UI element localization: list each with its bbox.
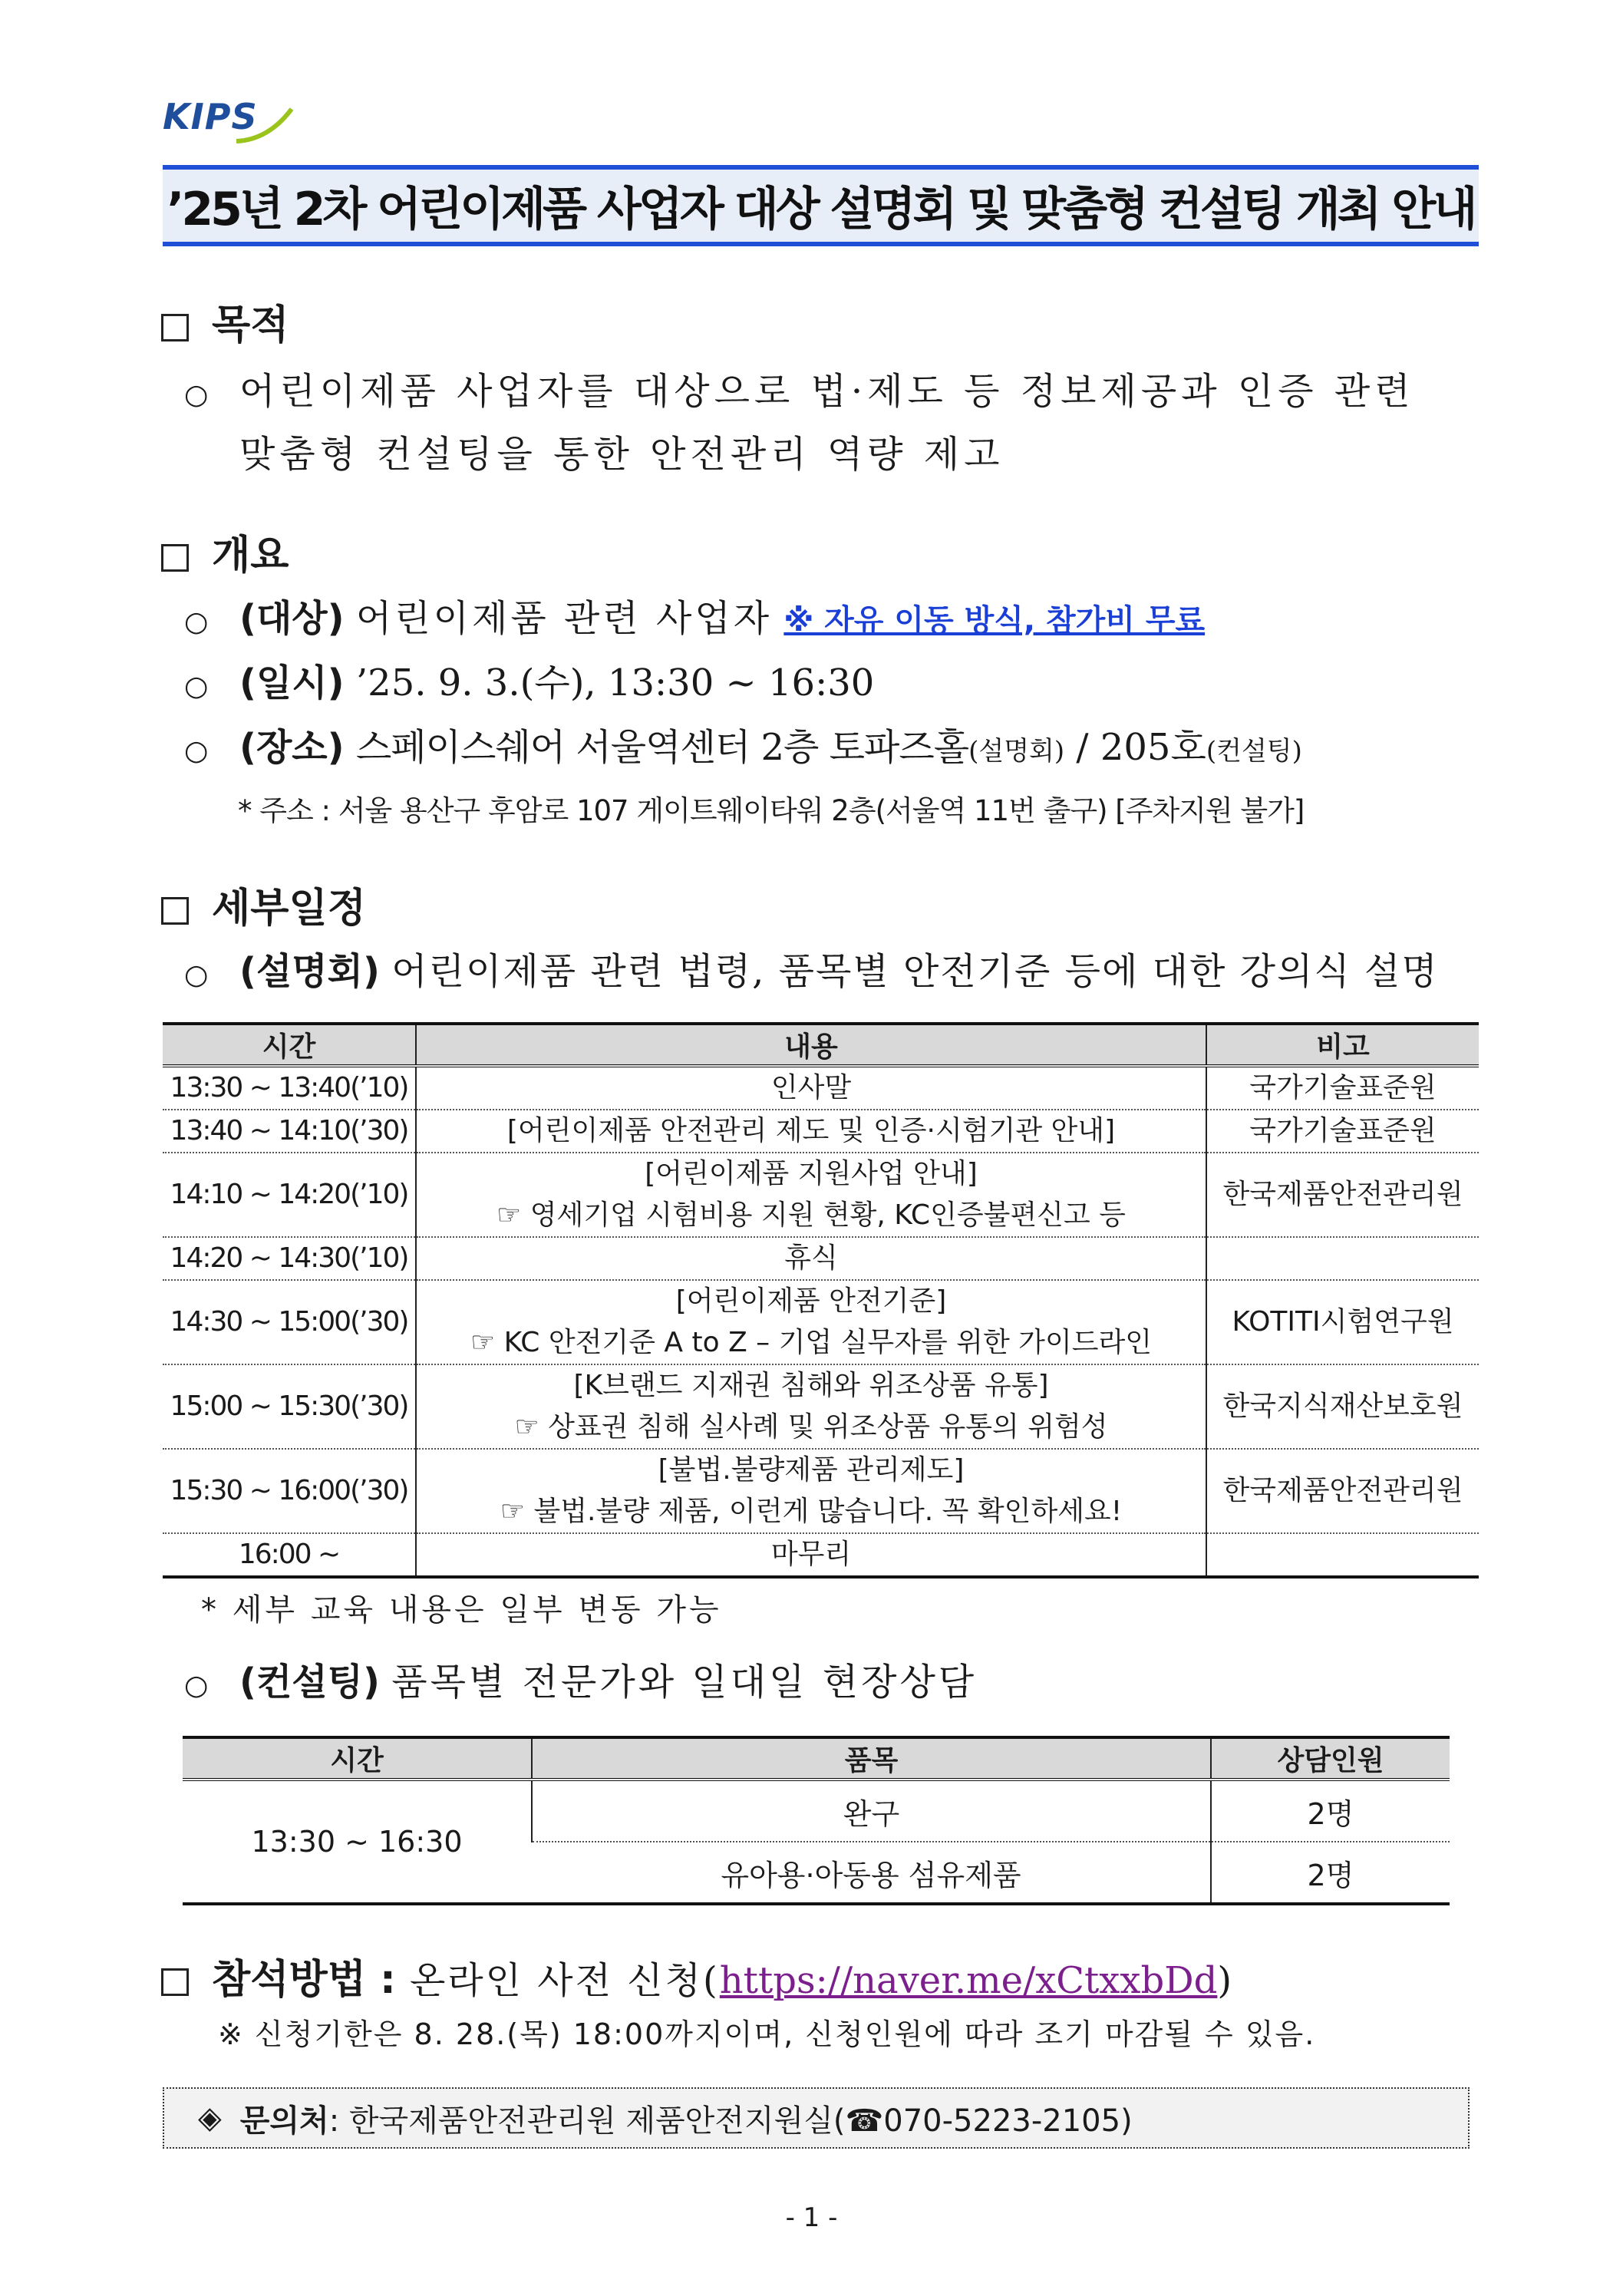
row-content: [어린이제품 안전관리 제도 및 인증·시험기관 안내]	[416, 1110, 1206, 1153]
section-overview-heading: 개요	[161, 536, 289, 576]
purpose-line-2: 맞춤형 컨설팅을 통한 안전관리 역량 제고	[239, 433, 1004, 476]
page-title: ’25년 2차 어린이제품 사업자 대상 설명회 및 맞춤형 컨설팅 개최 안내	[167, 183, 1475, 236]
logo-swoosh-icon	[230, 101, 299, 147]
overview-target: ○ (대상) 어린이제품 관련 사업자 ※ 자유 이동 방식, 참가비 무료	[184, 597, 1206, 640]
header-time: 시간	[163, 1024, 416, 1066]
contact-box	[163, 2087, 1470, 2149]
circle-bullet-icon: ○	[184, 671, 209, 702]
contact-label: 문의처	[239, 2103, 329, 2139]
signup-link[interactable]: https://naver.me/xCtxxbDd	[719, 1959, 1218, 2002]
row-note: 한국제품안전관리원	[1206, 1153, 1479, 1237]
purpose-line-1: ○ 어린이제품 사업자를 대상으로 법·제도 등 정보제공과 인증 관련	[184, 370, 1415, 413]
table-row	[163, 1153, 1479, 1237]
row-note: 국가기술표준원	[1206, 1066, 1479, 1110]
row-note: 한국제품안전관리원	[1206, 1449, 1479, 1533]
row-time: 14:30 ~ 15:00(’30)	[163, 1280, 416, 1364]
row-content: 마무리	[416, 1533, 1206, 1577]
schedule-consult: ○ (컨설팅) 품목별 전문가와 일대일 현장상담	[184, 1661, 978, 1704]
overview-place: ○ (장소) 스페이스쉐어 서울역센터 2층 토파즈홀(설명회) / 205호(컨설팅)	[184, 726, 1302, 769]
overview-date: ○ (일시) ’25. 9. 3.(수), 13:30 ~ 16:30	[184, 661, 875, 704]
row-content-title: [어린이제품 안전기준]	[675, 1285, 947, 1317]
row-note: 국가기술표준원	[1206, 1110, 1479, 1153]
table-row	[163, 1364, 1479, 1449]
table-row	[163, 1237, 1479, 1280]
row-content-title: [어린이제품 지원사업 안내]	[645, 1158, 978, 1189]
table-row	[163, 1533, 1479, 1577]
consult-count: 2명	[1211, 1780, 1450, 1842]
consult-item: 완구	[532, 1780, 1211, 1842]
header-content: 내용	[416, 1024, 1206, 1066]
header-time: 시간	[183, 1737, 532, 1780]
table-row	[163, 1449, 1479, 1533]
row-content-sub: ☞ 불법.불량 제품, 이런게 많습니다. 꼭 확인하세요!	[500, 1496, 1123, 1527]
row-content	[416, 1364, 1206, 1449]
table-row	[163, 1280, 1479, 1364]
circle-bullet-icon: ○	[184, 735, 209, 767]
checkbox-square-icon	[161, 897, 189, 925]
target-note: ※ 자유 이동 방식, 참가비 무료	[783, 603, 1206, 638]
row-note	[1206, 1533, 1479, 1577]
schedule-seminar: ○ (설명회) 어린이제품 관련 법령, 품목별 안전기준 등에 대한 강의식 설명	[184, 950, 1439, 993]
circle-bullet-icon: ○	[184, 1670, 209, 1701]
row-time: 15:30 ~ 16:00(’30)	[163, 1449, 416, 1533]
checkbox-square-icon	[161, 544, 189, 572]
kips-logo: KIPS	[163, 96, 258, 137]
checkbox-square-icon	[161, 1968, 189, 1996]
header-note: 비고	[1206, 1024, 1479, 1066]
section-purpose-heading: 목적	[161, 305, 289, 345]
row-content: 휴식	[416, 1237, 1206, 1280]
table-row	[163, 1110, 1479, 1153]
table-row	[163, 1066, 1479, 1110]
row-content: 인사말	[416, 1066, 1206, 1110]
row-note: 한국지식재산보호원	[1206, 1364, 1479, 1449]
page-number: - 1 -	[785, 2202, 838, 2233]
consult-table	[183, 1736, 1450, 1905]
row-time: 13:40 ~ 14:10(’30)	[163, 1110, 416, 1153]
diamond-bullet-icon: ◈	[198, 2100, 222, 2136]
row-content	[416, 1280, 1206, 1364]
attend-note: ※ 신청기한은 8. 28.(목) 18:00까지이며, 신청인원에 따라 조기 마감될 수 있음.	[218, 2017, 1316, 2051]
section-schedule-heading: 세부일정	[161, 889, 366, 929]
row-content	[416, 1153, 1206, 1237]
row-content	[416, 1449, 1206, 1533]
row-time: 15:00 ~ 15:30(’30)	[163, 1364, 416, 1449]
table-header-row	[183, 1737, 1450, 1780]
table-header-row	[163, 1024, 1479, 1066]
overview-address: * 주소 : 서울 용산구 후암로 107 게이트웨이타워 2층(서울역 11번 출구) [주차지원 불가]	[238, 794, 1305, 827]
row-note: KOTITI시험연구원	[1206, 1280, 1479, 1364]
consult-count: 2명	[1211, 1842, 1450, 1904]
checkbox-square-icon	[161, 314, 189, 341]
row-content-sub: ☞ KC 안전기준 A to Z – 기업 실무자를 위한 가이드라인	[470, 1327, 1153, 1358]
consult-item: 유아용·아동용 섬유제품	[532, 1842, 1211, 1904]
seminar-note: * 세부 교육 내용은 일부 변동 가능	[201, 1592, 722, 1628]
row-time: 16:00 ~	[163, 1533, 416, 1577]
row-time: 14:20 ~ 14:30(’10)	[163, 1237, 416, 1280]
seminar-schedule-table	[163, 1022, 1479, 1578]
section-attend: 참석방법 : 온라인 사전 신청(https://naver.me/xCtxxbDd)	[161, 1960, 1232, 2000]
contact-text: : 한국제품안전관리원 제품안전지원실(☎070-5223-2105)	[328, 2103, 1133, 2139]
table-row	[183, 1780, 1450, 1842]
row-content-title: [불법.불량제품 관리제도]	[658, 1454, 965, 1486]
row-content-title: [K브랜드 지재권 침해와 위조상품 유통]	[573, 1370, 1049, 1401]
header-count: 상담인원	[1211, 1737, 1450, 1780]
row-time: 13:30 ~ 13:40(’10)	[163, 1066, 416, 1110]
row-content-sub: ☞ 영세기업 시험비용 지원 현황, KC인증불편신고 등	[496, 1199, 1126, 1231]
consult-time: 13:30 ~ 16:30	[183, 1780, 532, 1904]
row-note	[1206, 1237, 1479, 1280]
circle-bullet-icon: ○	[184, 379, 209, 411]
circle-bullet-icon: ○	[184, 959, 209, 991]
circle-bullet-icon: ○	[184, 606, 209, 638]
row-content-sub: ☞ 상표권 침해 실사례 및 위조상품 유통의 위험성	[514, 1411, 1108, 1443]
row-time: 14:10 ~ 14:20(’10)	[163, 1153, 416, 1237]
header-item: 품목	[532, 1737, 1211, 1780]
